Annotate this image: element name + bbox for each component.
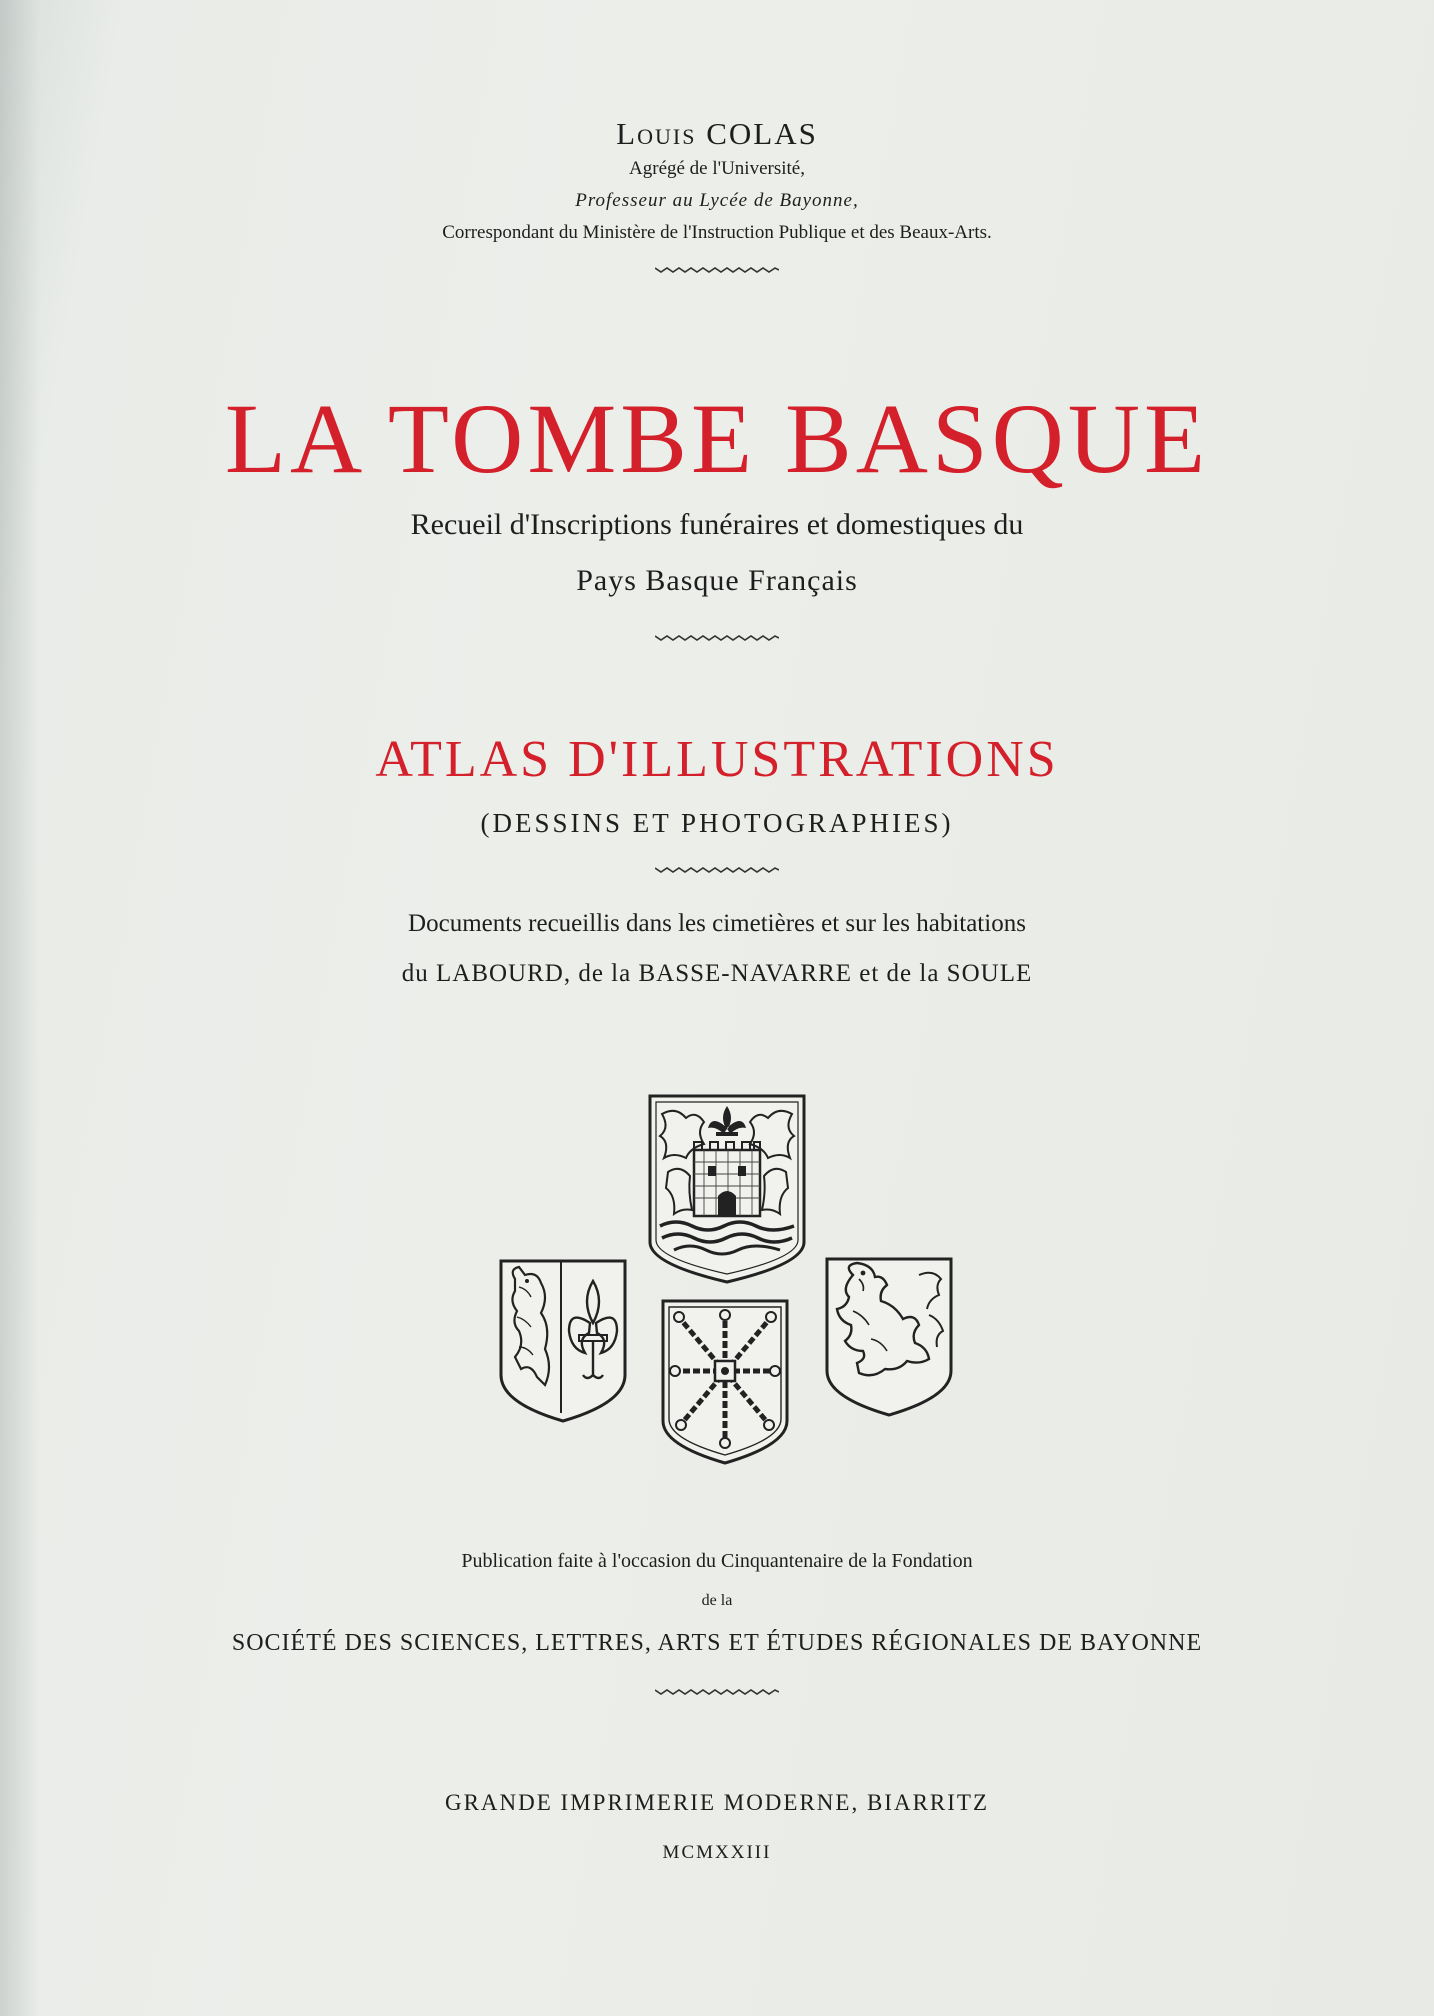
coat-of-arms-navarre-icon xyxy=(659,1297,791,1467)
coat-of-arms-bayonne-icon xyxy=(646,1092,808,1284)
documents-line-2: du LABOURD, de la BASSE-NAVARRE et de la SOULE xyxy=(401,960,1033,987)
book-title: LA TOMBE BASQUE xyxy=(224,383,1210,494)
printer-imprint: GRANDE IMPRIMERIE MODERNE, BIARRITZ xyxy=(444,1790,990,1815)
publication-line-2: de la xyxy=(701,1592,733,1609)
author-credential-2: Professeur au Lycée de Bayonne, xyxy=(575,190,859,211)
coat-of-arms-labourd-icon xyxy=(497,1257,629,1425)
subtitle-line-1: Recueil d'Inscriptions funéraires et domestiques du xyxy=(410,508,1024,541)
author-name: Louis COLAS xyxy=(616,116,818,151)
ornament-divider xyxy=(0,630,1434,648)
ornament-divider xyxy=(0,862,1434,880)
author-credential-3: Correspondant du Ministère de l'Instruction Publique et des Beaux-Arts. xyxy=(442,222,992,243)
atlas-heading: ATLAS D'ILLUSTRATIONS xyxy=(375,731,1059,788)
author-credential-1: Agrégé de l'Université, xyxy=(629,158,805,179)
society-name: SOCIÉTÉ DES SCIENCES, LETTRES, ARTS ET ÉTUDES RÉGIONALES DE BAYONNE xyxy=(231,1630,1203,1656)
documents-line-1: Documents recueillis dans les cimetières et sur les habitations xyxy=(408,910,1026,937)
subtitle-line-2: Pays Basque Français xyxy=(576,564,858,597)
ornament-divider xyxy=(0,262,1434,280)
publication-year: MCMXXIII xyxy=(662,1842,772,1863)
publication-line-1: Publication faite à l'occasion du Cinquantenaire de la Fondation xyxy=(461,1550,973,1572)
coat-of-arms-soule-icon xyxy=(823,1255,955,1419)
atlas-subheading: (DESSINS ET PHOTOGRAPHIES) xyxy=(480,808,954,838)
ornament-divider xyxy=(0,1684,1434,1702)
page-edge-shadow xyxy=(0,0,40,2016)
